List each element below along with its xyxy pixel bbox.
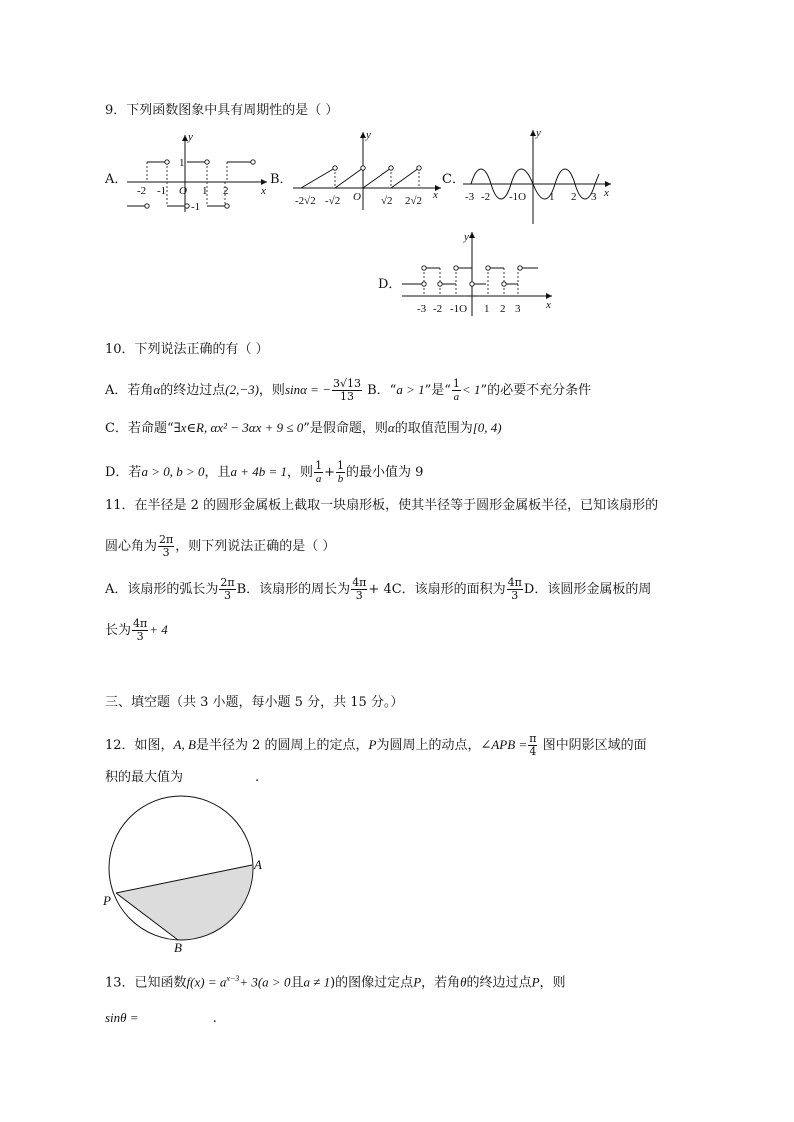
y-label: y xyxy=(464,231,469,243)
q9-stem: 9．下列函数图象中具有周期性的是（ ） xyxy=(105,103,339,118)
q9-option-c-label: C． xyxy=(442,172,465,187)
x-label: x xyxy=(546,299,551,311)
q12-figure xyxy=(100,795,270,955)
tick-neg2: -2 xyxy=(137,185,147,197)
q10-option-c: C．若命题“∃x∈R, αx² − 3αx + 9 ≤ 0”是假命题，则α的取值范围为[0, 4) xyxy=(105,420,502,436)
tick-neg1: -1 xyxy=(157,185,167,197)
tick-2: 2 xyxy=(571,191,577,203)
point-b-label: B xyxy=(174,940,182,955)
y-label: y xyxy=(536,127,541,139)
x-label: x xyxy=(433,189,438,201)
q10-stem: 10．下列说法正确的有（ ） xyxy=(105,342,269,357)
tick-1: 1 xyxy=(202,185,208,197)
tick-neg-2root2: -2√2 xyxy=(295,195,316,207)
tick-1: 1 xyxy=(484,303,490,315)
tick-neg2: -2 xyxy=(481,191,491,203)
q11-options: A．该扇形的弧长为 $\frac{2\pi}{3}$ B．该扇形的周长为 $\frac{4\pi}{3}$ + 4C．该扇形的面积为 $\frac{4\pi}{3}$ D．该圆形金属板的周 xyxy=(105,576,652,602)
y-label: y xyxy=(366,129,371,141)
q11-line2: 圆心角为 $\frac{2\pi}{3}$ ，则下列说法正确的是（ ） xyxy=(105,533,336,559)
origin-label: O xyxy=(353,191,361,203)
x-label: x xyxy=(261,185,266,197)
q10-options-ab: A．若角α的终边过点(2,−3)，则sinα = − $\frac{3√13}{13}$ B．“a > 1”是“ $\frac{1}{a}$ < 1”的必要不充分条件 xyxy=(105,377,592,403)
tick-1: 1 xyxy=(549,191,555,203)
shaded-region xyxy=(116,865,252,940)
tick-2: 2 xyxy=(500,303,506,315)
tick-3: 3 xyxy=(591,191,597,203)
q12-line2: 积的最大值为 . xyxy=(105,770,260,785)
q9-graph-d xyxy=(400,228,560,318)
q13-line1: 13．已知函数$f(x) = a^{x-3}+ 3(a > 0$且a ≠ 1)的图像过定点P，若角θ的终边过点P，则 xyxy=(105,974,566,991)
tick-2root2: 2√2 xyxy=(405,195,423,207)
origin-label: O xyxy=(179,185,187,197)
point-a-label: A xyxy=(254,857,262,872)
q9-graph-c xyxy=(463,126,613,226)
x-label: x xyxy=(604,187,609,199)
q13-line2: sinθ = . xyxy=(105,1010,217,1026)
q9-option-b-label: B． xyxy=(270,172,293,187)
q11-line1: 11．在半径是 2 的圆形金属板上截取一块扇形板，使其半径等于圆形金属板半径，已知该扇形的 xyxy=(105,498,659,513)
point-p-label: P xyxy=(103,893,111,908)
q12-line1: 12．如图，A, B是半径为 2 的圆周上的定点，P为圆周上的动点，∠APB = $\frac{\pi}{4}$ 图中阴影区域的面 xyxy=(105,732,647,758)
tick-neg3: -3 xyxy=(417,303,427,315)
tick-neg-root2: -√2 xyxy=(325,195,341,207)
tick-neg1-origin: -1O xyxy=(450,303,468,315)
tick-neg1-origin: -1O xyxy=(509,191,527,203)
q9-option-d-label: D． xyxy=(378,277,402,292)
section3-title: 三、填空题（共 3 小题，每小题 5 分，共 15 分。） xyxy=(105,695,404,710)
value-1: 1 xyxy=(179,157,185,169)
q9-graph-a xyxy=(125,130,275,215)
tick-2: 2 xyxy=(223,185,229,197)
tick-3: 3 xyxy=(515,303,521,315)
q11-line4: 长为 $\frac{4\pi}{3}$ + 4 xyxy=(105,617,168,643)
tick-neg2: -2 xyxy=(433,303,443,315)
y-label: y xyxy=(188,131,193,143)
q9-option-a-label: A． xyxy=(105,172,128,187)
q9-graph-b xyxy=(293,128,443,213)
tick-root2: √2 xyxy=(381,195,393,207)
q10-option-d: D．若a > 0, b > 0，且a + 4b = 1，则 $\frac{1}{a}$ + $\frac{1}{b}$ 的最小值为 9 xyxy=(105,459,424,485)
value-neg1: -1 xyxy=(191,201,201,213)
tick-neg3: -3 xyxy=(465,191,475,203)
